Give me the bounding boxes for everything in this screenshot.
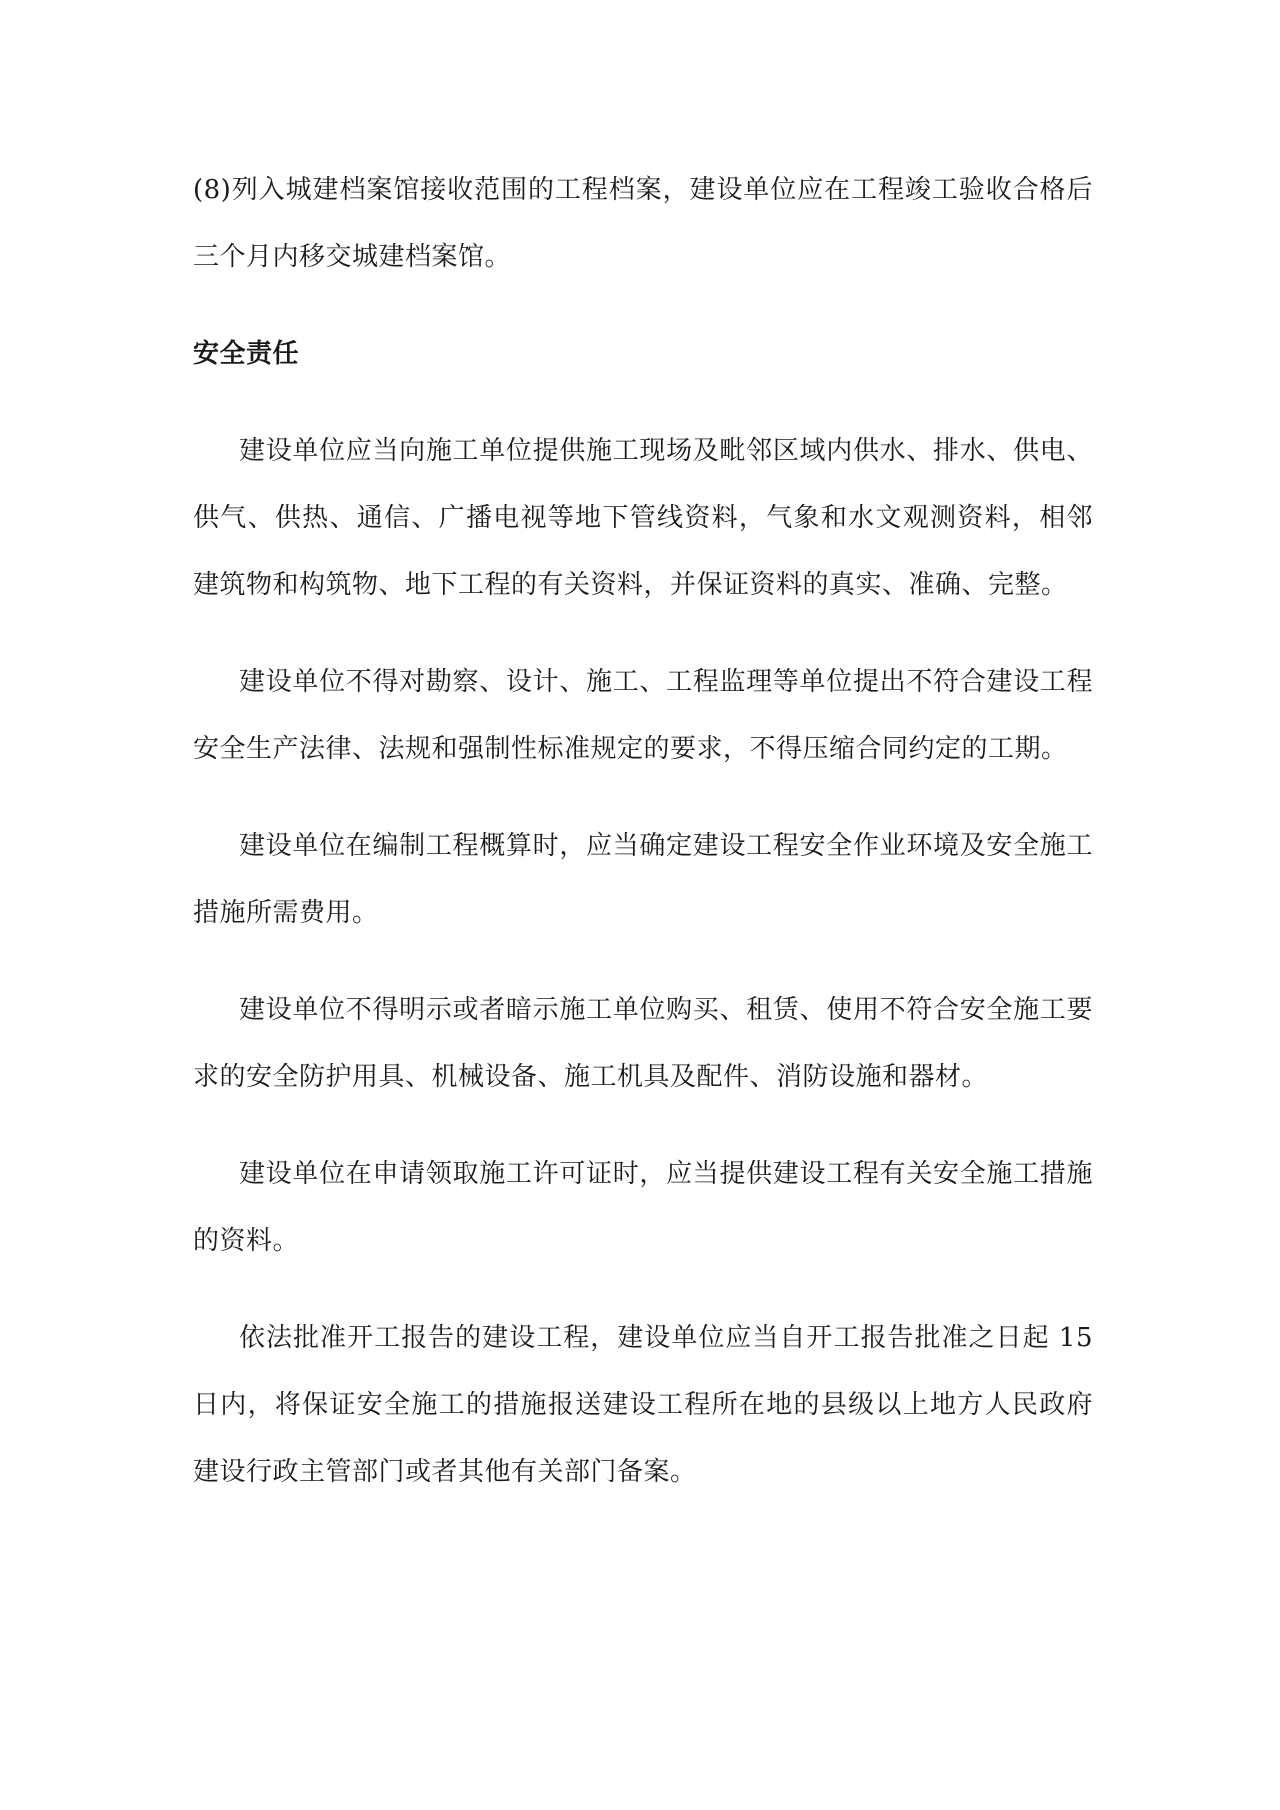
- paragraph-3: 建设单位在编制工程概算时，应当确定建设工程安全作业环境及安全施工措施所需费用。: [193, 831, 1093, 928]
- paragraph-2: 建设单位不得对勘察、设计、施工、工程监理等单位提出不符合建设工程安全生产法律、法规和强制性标准规定的要求，不得压缩合同约定的工期。: [193, 667, 1093, 764]
- document-body: [193, 157, 1093, 1506]
- section-heading: 安全责任: [193, 339, 300, 369]
- intro-paragraph: (8)列入城建档案馆接收范围的工程档案，建设单位应在工程竣工验收合格后三个月内移交城建档案馆。: [193, 175, 1093, 272]
- paragraph-1: 建设单位应当向施工单位提供施工现场及毗邻区域内供水、排水、供电、供气、供热、通信、广播电视等地下管线资料，气象和水文观测资料，相邻建筑物和构筑物、地下工程的有关资料，并保证资料的真实、准确、完整。: [193, 436, 1093, 600]
- paragraph-6: 依法批准开工报告的建设工程，建设单位应当自开工报告批准之日起 15 日内，将保证安全施工的措施报送建设工程所在地的县级以上地方人民政府建设行政主管部门或者其他有关部门备案。: [193, 1323, 1093, 1487]
- paragraph-5: 建设单位在申请领取施工许可证时，应当提供建设工程有关安全施工措施的资料。: [193, 1159, 1093, 1256]
- paragraph-4: 建设单位不得明示或者暗示施工单位购买、租赁、使用不符合安全施工要求的安全防护用具、机械设备、施工机具及配件、消防设施和器材。: [193, 995, 1093, 1092]
